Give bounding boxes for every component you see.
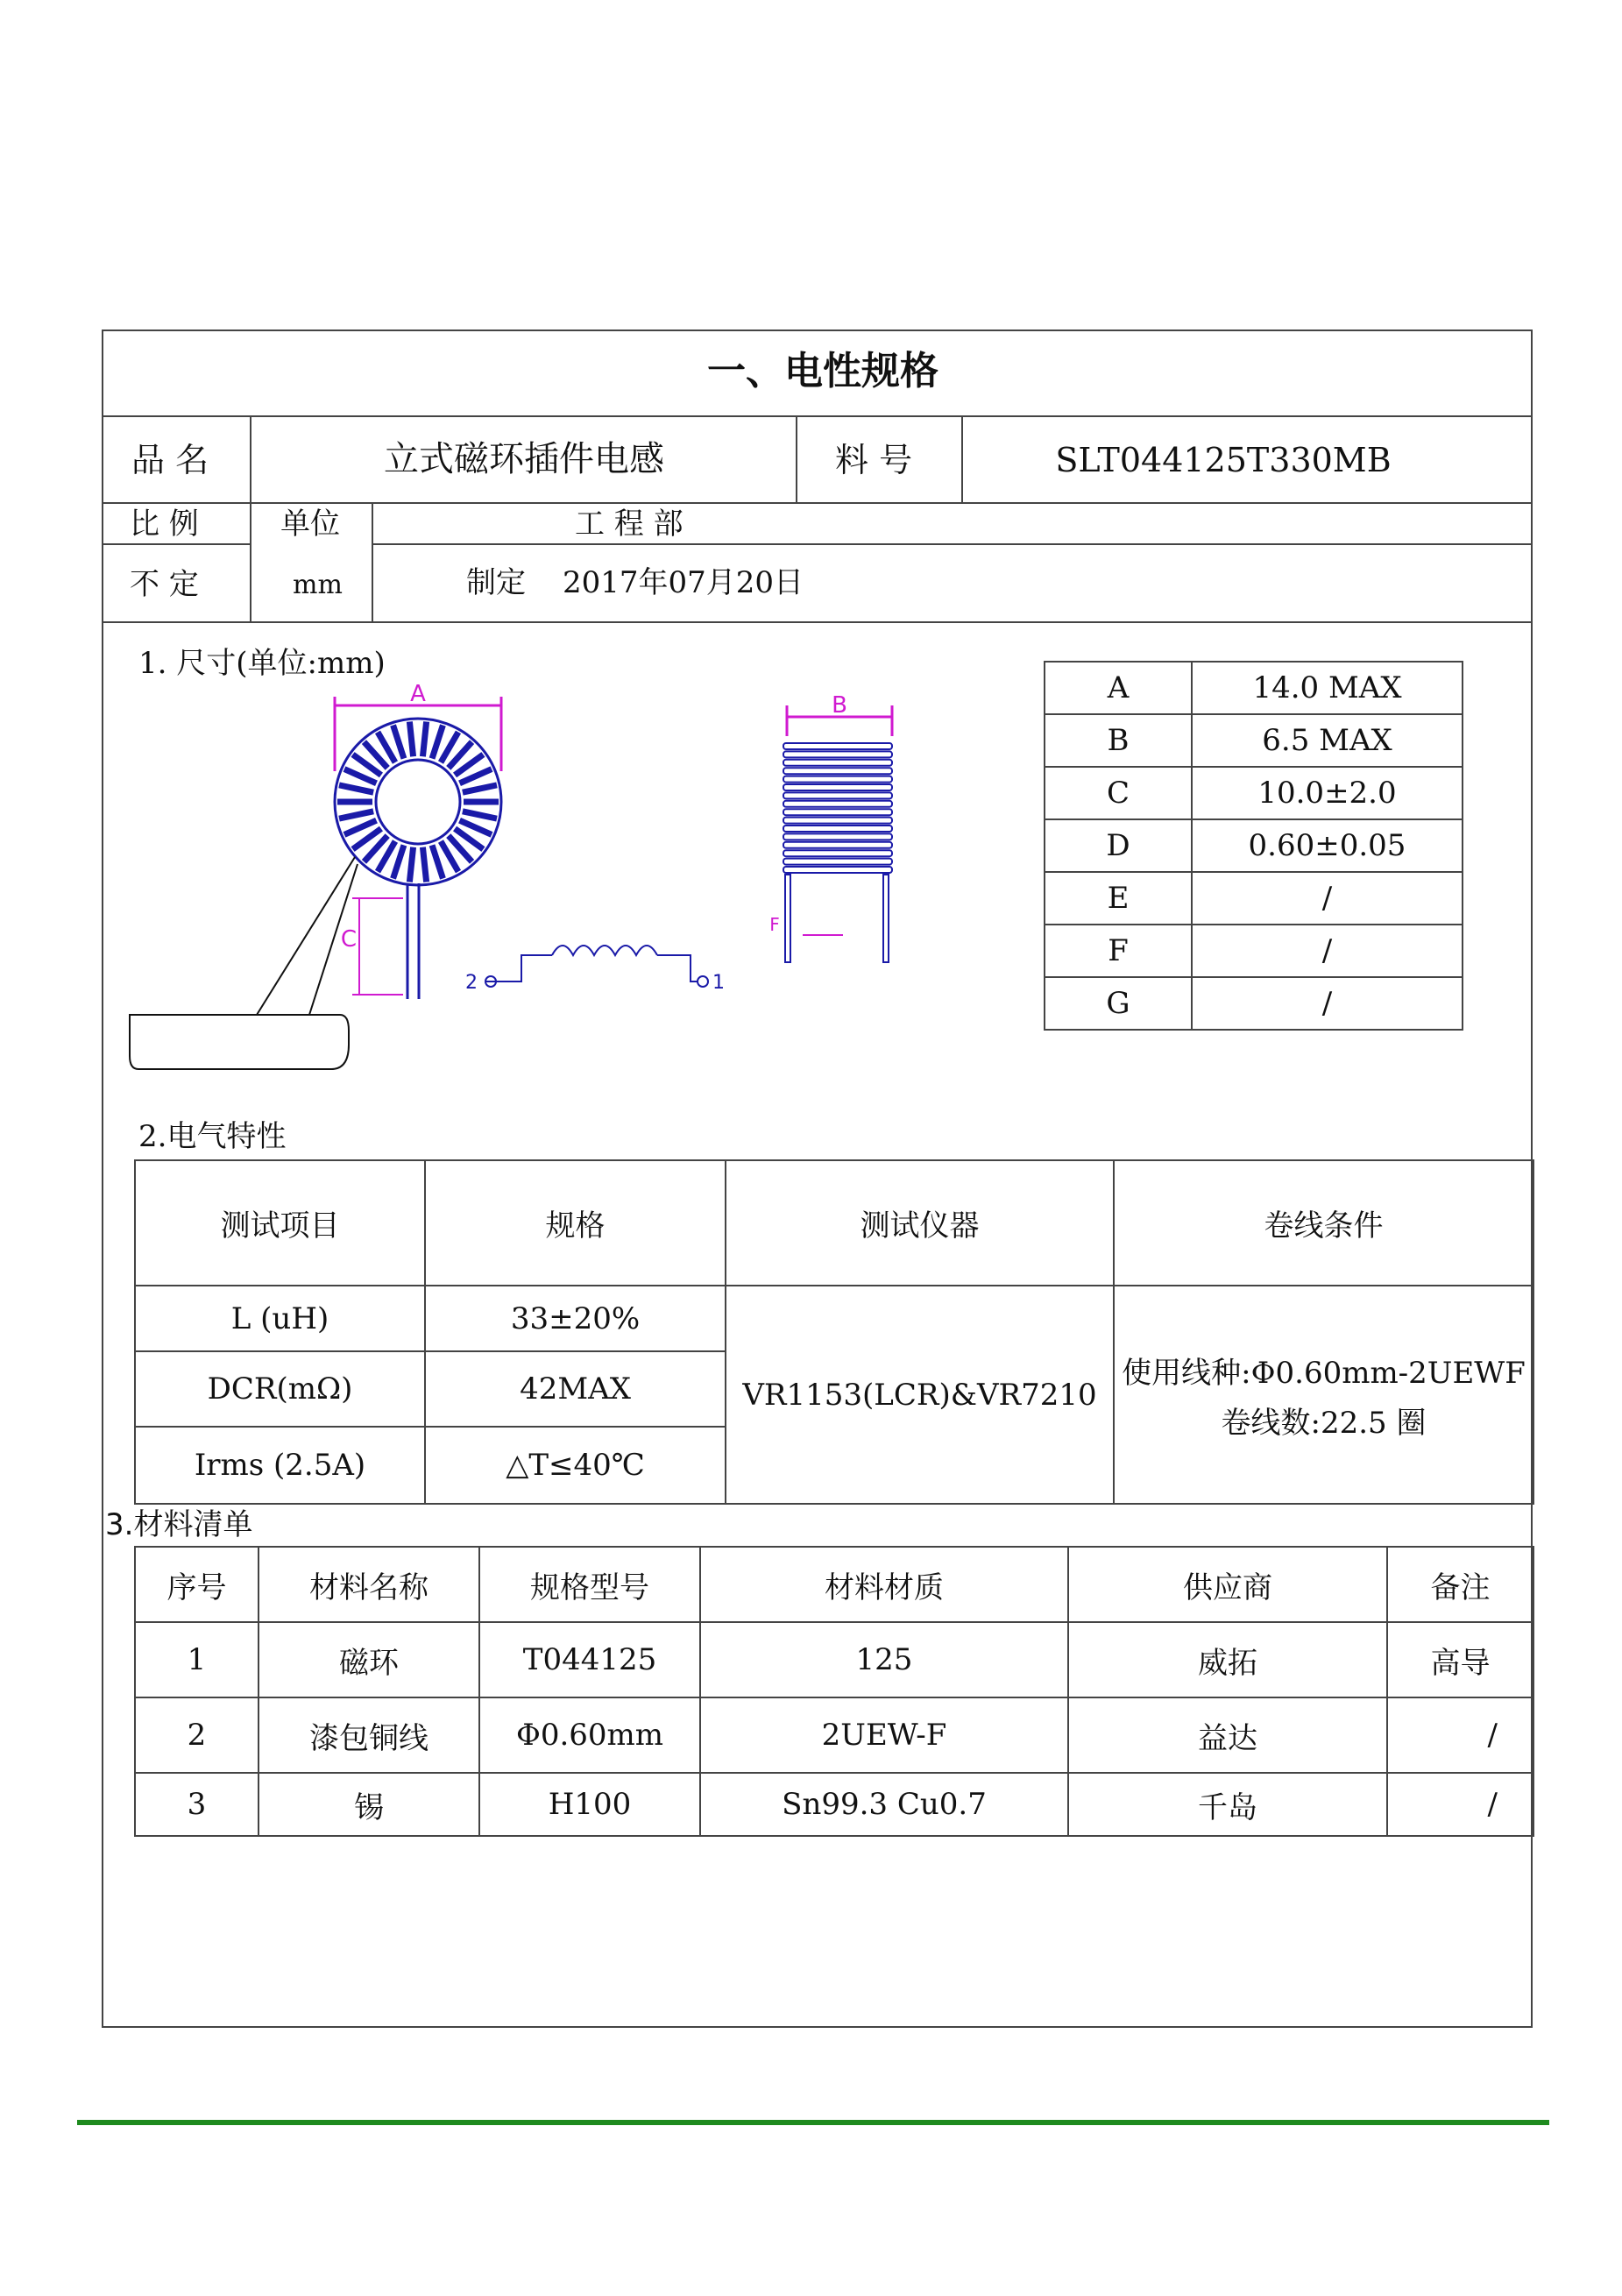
part-number: SLT044125T330MB bbox=[1055, 441, 1392, 479]
material-cell: T044125 bbox=[479, 1622, 700, 1697]
coil-turn bbox=[783, 850, 892, 856]
divider bbox=[102, 543, 250, 545]
coil-turn bbox=[783, 809, 892, 815]
col-header-supplier: 供应商 bbox=[1068, 1547, 1387, 1622]
unit-label: 单位 bbox=[280, 507, 340, 542]
coil-turn bbox=[339, 811, 373, 818]
divider bbox=[372, 502, 373, 622]
material-cell: 2 bbox=[135, 1697, 259, 1773]
department: 工 程 部 bbox=[575, 507, 684, 542]
divider bbox=[961, 415, 963, 503]
materials-table-body bbox=[135, 1622, 1533, 1836]
material-cell: 锡 bbox=[259, 1773, 479, 1836]
dimension-table bbox=[1044, 661, 1463, 1031]
material-cell: 高导 bbox=[1387, 1622, 1533, 1697]
divider bbox=[372, 543, 1533, 545]
dimension-row bbox=[1045, 977, 1463, 1030]
dimension-row bbox=[1045, 662, 1463, 714]
test-item-inductance: L (uH) bbox=[135, 1286, 425, 1351]
col-header-material: 材料材质 bbox=[700, 1547, 1068, 1622]
dimensions-heading: 1. 尺寸(单位:mm) bbox=[138, 646, 386, 681]
callout-box bbox=[130, 1015, 349, 1069]
material-cell: 益达 bbox=[1068, 1697, 1387, 1773]
coil-turn bbox=[422, 722, 426, 757]
dimension-value: / bbox=[1192, 872, 1463, 925]
divider bbox=[796, 415, 797, 503]
col-header-instrument: 测试仪器 bbox=[726, 1160, 1114, 1286]
coil-turn bbox=[783, 867, 892, 873]
coil-turn bbox=[783, 784, 892, 790]
made-label: 制定 bbox=[466, 565, 526, 600]
spec-irms: △T≤40℃ bbox=[425, 1427, 726, 1504]
coil-turn bbox=[783, 859, 892, 865]
coil-turn bbox=[783, 818, 892, 824]
winding-wire: 使用线种:Φ0.60mm-2UEWF bbox=[1122, 1355, 1526, 1391]
dimension-value: 10.0±2.0 bbox=[1192, 767, 1463, 819]
coil-turn bbox=[393, 726, 404, 759]
pin-2-label: 2 bbox=[465, 972, 478, 994]
pin-1-label: 1 bbox=[712, 972, 725, 994]
dimension-value: 6.5 MAX bbox=[1192, 714, 1463, 767]
material-cell: / bbox=[1387, 1697, 1533, 1773]
product-name: 立式磁环插件电感 bbox=[384, 439, 664, 479]
coil-turn bbox=[409, 722, 413, 757]
spec-inductance: 33±20% bbox=[425, 1286, 726, 1351]
col-header-no: 序号 bbox=[135, 1547, 259, 1622]
coil-turn bbox=[432, 726, 443, 759]
coil-turn bbox=[339, 785, 373, 792]
dimension-key: D bbox=[1045, 819, 1192, 872]
part-no-label: 料 号 bbox=[835, 441, 913, 479]
material-cell: 磁环 bbox=[259, 1622, 479, 1697]
winding-condition bbox=[1114, 1286, 1533, 1504]
coil-turn bbox=[783, 751, 892, 757]
dim-label-a: A bbox=[410, 684, 426, 707]
coil-turn bbox=[783, 768, 892, 774]
dimension-key: B bbox=[1045, 714, 1192, 767]
coil-turn bbox=[463, 811, 497, 818]
test-item-irms: Irms (2.5A) bbox=[135, 1427, 425, 1504]
coil-turn bbox=[393, 845, 404, 878]
coil-turn bbox=[783, 776, 892, 783]
made-date: 2017年07月20日 bbox=[563, 565, 804, 600]
materials-heading: 3.材料清单 bbox=[105, 1507, 253, 1542]
divider bbox=[102, 621, 1533, 623]
material-cell: 1 bbox=[135, 1622, 259, 1697]
material-cell: 漆包铜线 bbox=[259, 1697, 479, 1773]
material-row bbox=[135, 1697, 1533, 1773]
dimension-value: 0.60±0.05 bbox=[1192, 819, 1463, 872]
col-header-model: 规格型号 bbox=[479, 1547, 700, 1622]
dimension-row bbox=[1045, 872, 1463, 925]
coil-turn bbox=[783, 743, 892, 749]
unit-value: mm bbox=[293, 570, 343, 600]
electrical-table bbox=[134, 1159, 1534, 1505]
material-cell: 3 bbox=[135, 1773, 259, 1836]
dimension-key: A bbox=[1045, 662, 1192, 714]
material-cell: Φ0.60mm bbox=[479, 1697, 700, 1773]
dimension-key: F bbox=[1045, 925, 1192, 977]
coil-turn bbox=[432, 845, 443, 878]
col-header-remark: 备注 bbox=[1387, 1547, 1533, 1622]
test-instrument: VR1153(LCR)&VR7210 bbox=[726, 1286, 1114, 1504]
col-header-spec: 规格 bbox=[425, 1160, 726, 1286]
col-header-test-item: 测试项目 bbox=[135, 1160, 425, 1286]
material-cell: Sn99.3 Cu0.7 bbox=[700, 1773, 1068, 1836]
material-row bbox=[135, 1773, 1533, 1836]
dimension-table-body bbox=[1045, 662, 1463, 1030]
divider bbox=[102, 502, 1533, 504]
material-cell: 威拓 bbox=[1068, 1622, 1387, 1697]
material-cell: H100 bbox=[479, 1773, 700, 1836]
dimension-value: / bbox=[1192, 977, 1463, 1030]
dimension-row bbox=[1045, 767, 1463, 819]
dim-label-f: F bbox=[769, 914, 780, 935]
material-cell: 千岛 bbox=[1068, 1773, 1387, 1836]
material-row bbox=[135, 1622, 1533, 1697]
scale-label: 比 例 bbox=[130, 507, 199, 542]
toroid-inner bbox=[376, 760, 460, 844]
dimension-value: 14.0 MAX bbox=[1192, 662, 1463, 714]
dimension-row bbox=[1045, 925, 1463, 977]
coil-turn bbox=[409, 847, 413, 882]
footer-rule bbox=[77, 2120, 1549, 2125]
material-cell: / bbox=[1387, 1773, 1533, 1836]
col-header-material-name: 材料名称 bbox=[259, 1547, 479, 1622]
coil-turn bbox=[422, 847, 426, 882]
coil-turn bbox=[783, 792, 892, 798]
scale-value: 不 定 bbox=[130, 567, 199, 602]
dimension-key: G bbox=[1045, 977, 1192, 1030]
coil-turn bbox=[783, 760, 892, 766]
product-name-label: 品 名 bbox=[131, 441, 209, 479]
inductor-schematic bbox=[465, 946, 725, 994]
coil-turn bbox=[783, 826, 892, 832]
dim-label-b: B bbox=[832, 692, 847, 719]
material-cell: 125 bbox=[700, 1622, 1068, 1697]
winding-turns: 卷线数:22.5 圈 bbox=[1221, 1405, 1427, 1441]
dimension-key: C bbox=[1045, 767, 1192, 819]
divider bbox=[250, 502, 251, 622]
winding-stack bbox=[783, 743, 892, 873]
toroid-drawing bbox=[123, 684, 780, 1078]
spec-dcr: 42MAX bbox=[425, 1351, 726, 1427]
dimension-row bbox=[1045, 819, 1463, 872]
materials-header-row bbox=[135, 1547, 1533, 1622]
coil-turn bbox=[783, 801, 892, 807]
lead bbox=[883, 875, 889, 962]
materials-table bbox=[134, 1546, 1534, 1837]
coil-turn bbox=[783, 842, 892, 848]
dim-label-c: C bbox=[340, 926, 358, 953]
coil-turn bbox=[783, 833, 892, 840]
side-view-drawing bbox=[762, 684, 911, 981]
dimension-row bbox=[1045, 714, 1463, 767]
divider bbox=[250, 415, 251, 503]
col-header-winding: 卷线条件 bbox=[1114, 1160, 1533, 1286]
dimension-value: / bbox=[1192, 925, 1463, 977]
material-cell: 2UEW-F bbox=[700, 1697, 1068, 1773]
lead bbox=[785, 875, 790, 962]
test-item-dcr: DCR(mΩ) bbox=[135, 1351, 425, 1427]
dimension-key: E bbox=[1045, 872, 1192, 925]
coil-turn bbox=[463, 785, 497, 792]
electrical-heading: 2.电气特性 bbox=[138, 1119, 287, 1154]
divider bbox=[102, 415, 1533, 417]
page-title: 一、电性规格 bbox=[707, 349, 938, 393]
